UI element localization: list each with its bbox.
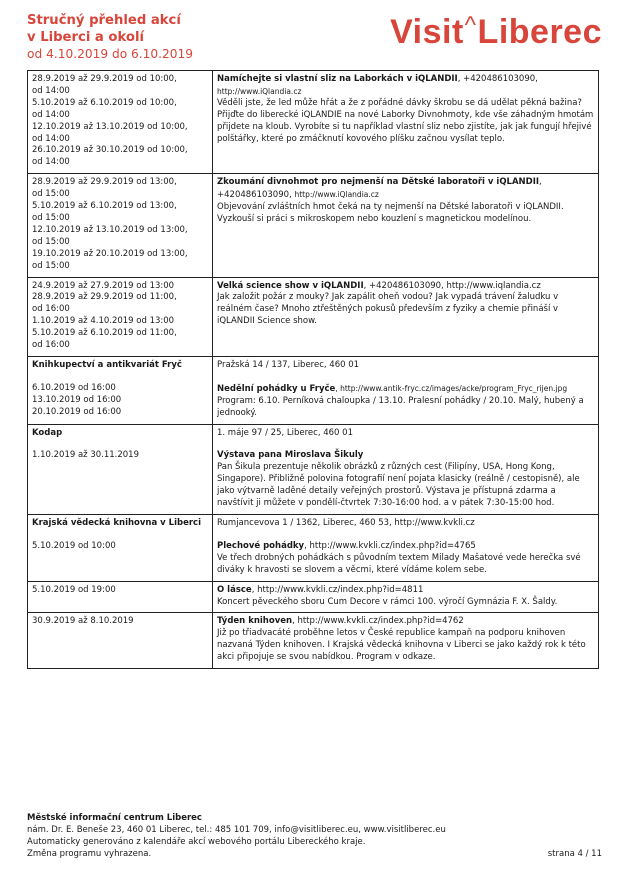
event-description: Jak založit požár z mouky? Jak zapálit oheň vodou? Jak vypadá trávení žaludku v reálném čase? Mnoho ztřeštěných pokusů především z fyziky a chemie přináší v iQLANDII Science show. xyxy=(217,292,559,327)
event-details xyxy=(213,277,599,356)
date-line: 28.9.2019 až 29.9.2019 od 13:00, xyxy=(32,177,177,188)
date-line: 26.10.2019 až 30.10.2019 od 10:00, xyxy=(32,145,188,156)
date-range: od 4.10.2019 do 6.10.2019 xyxy=(27,47,194,61)
event-link[interactable]: , http://www.kvkli.cz/index.php?id=4765 xyxy=(304,540,476,551)
date-line: 6.10.2019 od 16:00 xyxy=(32,382,116,393)
event-link[interactable]: http://www.iQlandia.cz xyxy=(294,190,379,200)
venue-cell xyxy=(28,424,213,514)
table-row xyxy=(28,613,599,669)
events-table xyxy=(27,70,599,669)
event-description: Koncert pěveckého sboru Cum Decore v rámci 100. výročí Gymnázia F. X. Šaldy. xyxy=(217,596,558,607)
event-link[interactable]: , http://www.antik-fryc.cz/images/acke/program_Fryc_rijen.jpg xyxy=(335,383,568,393)
event-link[interactable]: http://www.iQlandia.cz xyxy=(217,86,302,96)
event-dates xyxy=(28,581,213,613)
table-row xyxy=(28,356,599,424)
event-title: Plechové pohádky xyxy=(217,540,305,551)
logo-text-visit: Visit xyxy=(390,13,464,51)
venue-address: 1. máje 97 / 25, Liberec, 460 01 xyxy=(217,427,353,438)
footer-organization: Městské informační centrum Liberec xyxy=(27,813,202,823)
event-description: Již po třiadvacáté proběhne letos v České republice kampaň na podporu knihoven nazvaná Týden knihoven. I Krajská vědecká knihovna v Liberci se jako každý rok k této akci připojuje se svou nabídkou. Program v odkaze. xyxy=(217,628,586,663)
date-line: 13.10.2019 od 16:00 xyxy=(32,394,122,405)
event-description: Ve třech drobných pohádkách s původním textem Milady Mašatové vede herečka své diváky k hravosti se slovem a věcmi, které vídáme kolem sebe. xyxy=(217,552,581,575)
date-line: 24.9.2019 až 27.9.2019 od 13:00 xyxy=(32,280,175,291)
event-dates xyxy=(28,71,213,174)
event-description: Objevování zvláštních hmot čeká na ty nejmenší na Dětské laboratoři v iQLANDII. Vyzkouší si práci s mikroskopem nebo kouzlení s magnetickou modelínou. xyxy=(217,202,564,224)
event-details xyxy=(213,174,599,277)
event-dates xyxy=(28,174,213,277)
date-line: 5.10.2019 od 19:00 xyxy=(32,584,116,595)
venue-name: Kodap xyxy=(32,427,63,438)
table-row xyxy=(28,581,599,613)
date-line: 5.10.2019 až 6.10.2019 od 11:00, xyxy=(32,328,177,339)
event-title: Výstava pana Miroslava Šikuly xyxy=(217,450,364,461)
date-line: od 15:00 xyxy=(32,236,70,247)
table-row xyxy=(28,515,599,582)
date-line: od 15:00 xyxy=(32,189,70,200)
event-title: Zkoumání divnohmot pro nejmenší na Dětské laboratoři v iQLANDII xyxy=(217,177,540,188)
document-title-line2: v Liberci a okolí xyxy=(27,30,144,45)
date-line: od 14:00 xyxy=(32,109,70,120)
date-line: 28.9.2019 až 29.9.2019 od 11:00, xyxy=(32,292,177,303)
event-details xyxy=(213,424,599,514)
event-title: Namíchejte si vlastní sliz na Laborkách v iQLANDII xyxy=(217,74,458,84)
table-row xyxy=(28,71,599,174)
event-title: Nedělní pohádky u Fryče xyxy=(217,383,336,394)
date-line: od 14:00 xyxy=(32,157,70,168)
date-line: 5.10.2019 až 6.10.2019 od 10:00, xyxy=(32,97,177,108)
date-line: 1.10.2019 až 30.11.2019 xyxy=(32,450,140,461)
date-line: 1.10.2019 až 4.10.2019 od 13:00 xyxy=(32,316,175,327)
footer-address: nám. Dr. E. Beneše 23, 460 01 Liberec, tel.: 485 101 709, info@visitliberec.eu, www.visitliberec.eu xyxy=(27,825,446,835)
event-description: Pan Šikula prezentuje několik obrázků z různých cest (Filipíny, USA, Hong Kong, Singapore). Přibližně polovina fotografií není pojata klasicky (reálně / cestopisně), ale jako výtvarně laděné detaily veřejných prostorů. Výstava je přístupná zdarma a navštívit ji můžete v pondělí-čtvrtek 7:30-16:00 hod. a v pátek 7:30-15:00 hod. xyxy=(217,462,580,509)
event-description: Program: 6.10. Perníková chaloupka / 13.10. Pralesní pohádky / 20.10. Malý, hubený a jednooký. xyxy=(217,395,584,418)
logo-caret: ^ xyxy=(464,12,477,39)
date-line: 20.10.2019 od 16:00 xyxy=(32,406,122,417)
date-line: od 16:00 xyxy=(32,304,70,315)
event-details xyxy=(213,613,599,669)
event-details xyxy=(213,356,599,424)
table-row xyxy=(28,424,599,514)
event-title: O lásce xyxy=(217,584,252,595)
table-row xyxy=(28,174,599,277)
event-dates xyxy=(28,613,213,669)
date-line: od 14:00 xyxy=(32,85,70,96)
footer-change-note: Změna programu vyhrazena. xyxy=(27,849,152,859)
page-footer xyxy=(27,812,602,860)
event-details xyxy=(213,71,599,174)
date-line: od 15:00 xyxy=(32,260,70,271)
page-header xyxy=(27,12,602,68)
visit-liberec-logo xyxy=(390,12,602,56)
date-line: od 15:00 xyxy=(32,212,70,223)
venue-cell xyxy=(28,515,213,582)
venue-name: Knihkupectví a antikvariát Fryč xyxy=(32,359,182,370)
date-line: od 14:00 xyxy=(32,133,70,144)
event-title-tail: , +420486103090, xyxy=(457,74,538,84)
event-title: Velká science show v iQLANDII xyxy=(217,280,364,291)
event-link[interactable]: , http://www.kvkli.cz/index.php?id=4811 xyxy=(251,584,424,595)
date-line: 12.10.2019 až 13.10.2019 od 13:00, xyxy=(32,224,188,235)
date-line: 12.10.2019 až 13.10.2019 od 10:00, xyxy=(32,121,188,132)
event-phone: +420486103090, xyxy=(217,190,292,201)
event-link[interactable]: , http://www.kvkli.cz/index.php?id=4762 xyxy=(292,616,464,627)
date-line: 19.10.2019 až 20.10.2019 od 13:00, xyxy=(32,248,188,259)
document-title-line1: Stručný přehled akcí xyxy=(27,13,181,28)
date-line: 28.9.2019 až 29.9.2019 od 10:00, xyxy=(32,74,177,84)
event-title: Týden knihoven xyxy=(217,616,293,627)
event-description: Věděli jste, že led může hřát a že z pořádné dávky škrobu se dá udělat pěkná bažina? Přijďte do liberecké iQLANDIE na nové Laborky Divnohmoty, kde vše záhadným hmotám přijdete na kloub. Vyrobíte si tu například vlastní sliz nebo zjistíte, jak jak fungují hřejivé polštářky, které po zmáčknutí kovového plíšku začnou vysílat teplo. xyxy=(217,97,594,144)
logo-text-liberec: Liberec xyxy=(477,13,602,51)
date-line: od 16:00 xyxy=(32,340,70,351)
date-line: 5.10.2019 až 6.10.2019 od 13:00, xyxy=(32,201,177,212)
venue-address: Pražská 14 / 137, Liberec, 460 01 xyxy=(217,359,360,370)
date-line: 30.9.2019 až 8.10.2019 xyxy=(32,616,134,627)
venue-address: Rumjancevova 1 / 1362, Liberec, 460 53, http://www.kvkli.cz xyxy=(217,518,475,528)
event-details xyxy=(213,581,599,613)
venue-cell xyxy=(28,356,213,424)
event-title-tail: , +420486103090, http://www.iqlandia.cz xyxy=(363,280,541,291)
table-row xyxy=(28,277,599,356)
event-dates xyxy=(28,277,213,356)
footer-generated-note: Automaticky generováno z kalendáře akcí webového portálu Libereckého kraje. xyxy=(27,837,366,847)
event-title-tail: , xyxy=(539,177,542,188)
venue-name: Krajská vědecká knihovna v Liberci xyxy=(32,518,201,528)
date-line: 5.10.2019 od 10:00 xyxy=(32,540,116,551)
page-number: strana 4 / 11 xyxy=(547,849,602,859)
event-details xyxy=(213,515,599,582)
